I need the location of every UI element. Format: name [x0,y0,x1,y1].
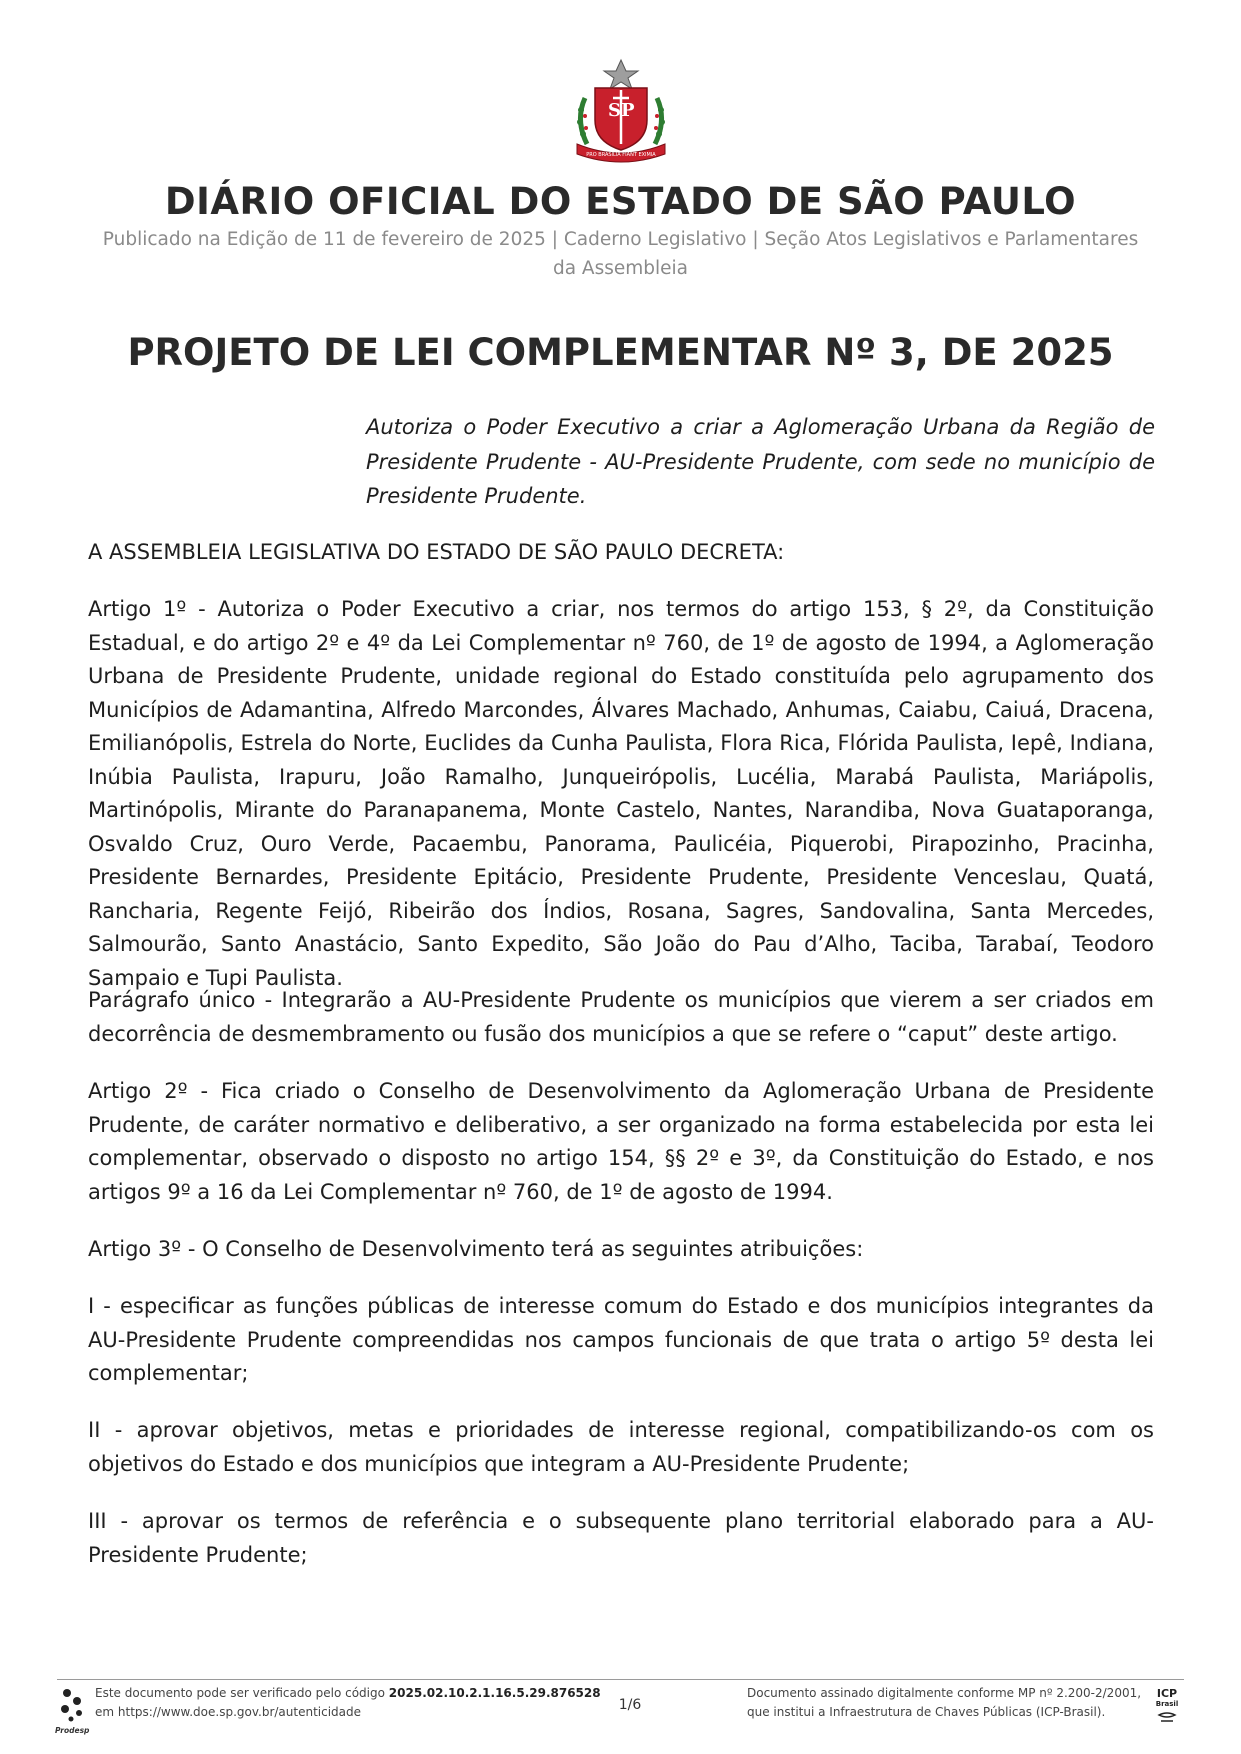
article-2: Artigo 2º - Fica criado o Conselho de Desenvolvimento da Aglomeração Urbana de Presidente Prudente, de caráter normativo e deliberativo, a ser organizado na forma estabelecida por esta lei complementar, observado o disposto no artigo 154, §§ 2º e 3º, da Constituição do Estado, e nos artigos 9º a 16 da Lei Complementar nº 760, de 1º de agosto de 1994. [88,1079,1154,1204]
publication-info [80,225,1161,283]
enacting-clause: A ASSEMBLEIA LEGISLATIVA DO ESTADO DE SÃO PAULO DECRETA: [88,540,785,564]
article-1: Artigo 1º - Autoriza o Poder Executivo a criar, nos termos do artigo 153, § 2º, da Constituição Estadual, e do artigo 2º e 4º da Lei Complementar nº 760, de 1º de agosto de 1994, a Aglomeração Urbana de Presidente Prudente, unidade regional do Estado constituída pelo agrupamento dos Municípios de Adamantina, Alfredo Marcondes, Álvares Machado, Anhumas, Caiabu, Caiuá, Dracena, Emilianópolis, Estrela do Norte, Euclides da Cunha Paulista, Flora Rica, Flórida Paulista, Iepê, Indiana, Inúbia Paulista, Irapuru, João Ramalho, Junqueirópolis, Lucélia, Marabá Paulista, Mariápolis, Martinópolis, Mirante do Paranapanema, Monte Castelo, Nantes, Narandiba, Nova Guataporanga, Osvaldo Cruz, Ouro Verde, Pacaembu, Panorama, Paulicéia, Piquerobi, Pirapozinho, Pracinha, Presidente Bernardes, Presidente Epitácio, Presidente Prudente, Presidente Venceslau, Quatá, Rancharia, Regente Feijó, Ribeirão dos Índios, Rosana, Sagres, Sandovalina, Santa Mercedes, Salmourão, Santo Anastácio, Santo Expedito, São João do Pau d’Alho, Taciba, Tarabaí, Teodoro Sampaio e Tupi Paulista. [88,597,1154,990]
footer-divider [57,1679,1184,1680]
document-title: PROJETO DE LEI COMPLEMENTAR Nº 3, DE 2025 [127,331,1114,374]
signature-line-1: Documento assinado digitalmente conforme MP nº 2.200-2/2001, [747,1686,1142,1700]
verification-prefix: Este documento pode ser verificado pelo código [95,1686,389,1700]
verification-url[interactable]: em https://www.doe.sp.gov.br/autenticidade [95,1705,362,1719]
page-number: 1/6 [618,1697,642,1713]
sao-paulo-coat-of-arms-icon [571,58,671,163]
prodesp-label: Prodesp [55,1726,90,1735]
signature-info [747,1684,1167,1722]
verification-info [95,1684,615,1722]
article-3-item-i: I - especificar as funções públicas de interesse comum do Estado e dos municípios integrantes da AU-Presidente Prudente compreendidas nos campos funcionais de que trata o artigo 5º desta lei complementar; [88,1294,1154,1385]
article-1-sole-paragraph: Parágrafo único - Integrarão a AU-Presidente Prudente os municípios que vierem a ser criados em decorrência de desmembramento ou fusão dos municípios a que se refere o “caput” deste artigo. [88,988,1154,1046]
icp-brasil-logo-icon [1153,1685,1181,1727]
icp-label: ICP [1156,1687,1178,1700]
verification-code: 2025.02.10.2.1.16.5.29.876528 [388,1686,601,1700]
prodesp-logo-icon [57,1685,93,1727]
seal-motto: PRO BRASILIA FIANT EXIMIA [586,152,656,158]
ementa: Autoriza o Poder Executivo a criar a Aglomeração Urbana da Região de Presidente Prudente - AU-Presidente Prudente, com sede no município de Presidente Prudente. [366,415,1155,508]
publication-line-1: Publicado na Edição de 11 de fevereiro de 2025 | Caderno Legislativo | Seção Atos Legislativos e Parlamentares [102,229,1139,250]
article-3-item-iii: III - aprovar os termos de referência e o subsequente plano territorial elaborado para a AU-Presidente Prudente; [88,1509,1154,1567]
article-3: Artigo 3º - O Conselho de Desenvolvimento terá as seguintes atribuições: [88,1237,864,1261]
seal-letters: SP [608,100,635,121]
publication-line-2: da Assembleia [552,258,689,279]
signature-line-2: que institui a Infraestrutura de Chaves Públicas (ICP-Brasil). [747,1705,1106,1719]
icp-brasil-label: Brasil [1155,1700,1179,1708]
journal-title: DIÁRIO OFICIAL DO ESTADO DE SÃO PAULO [164,180,1077,223]
article-3-item-ii: II - aprovar objetivos, metas e prioridades de interesse regional, compatibilizando-os com os objetivos do Estado e dos municípios que integram a AU-Presidente Prudente; [88,1418,1154,1476]
